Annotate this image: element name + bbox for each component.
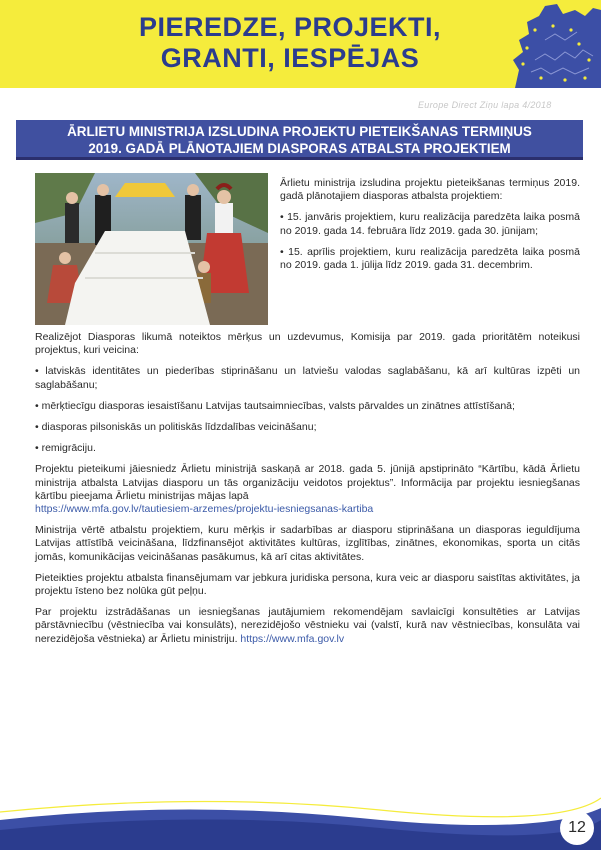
article-body: [35, 331, 580, 654]
body-paragraph-1: Realizējot Diasporas likumā noteiktos mērķus un uzdevumus, Komisija par 2019. gada prioritātēm noteikusi projektus, kuri veicina:: [35, 331, 580, 357]
body-paragraph-5: [35, 606, 580, 646]
article-banner: [16, 120, 583, 160]
priority-item-4: • remigrāciju.: [35, 442, 96, 455]
banner-line2: 2019. GADĀ PLĀNOTAJIEM DIASPORAS ATBALSTA PROJEKTIEM: [88, 141, 511, 156]
intro-deadline-1: • 15. janvāris projektiem, kuru realizācija paredzēta laika posmā no 2019. gada 14. februāra līdz 2019. gada 30. jūnijam;: [280, 211, 580, 237]
folk-dancers-photo: [35, 173, 268, 325]
body-paragraph-3: Ministrija vērtē atbalstu projektiem, kuru mērķis ir sadarbības ar diasporu stiprināšana un diasporas ieguldījuma Latvijas attīstībā veicināšana, līdzfinansējot aktivitātes kultūras, izglītības, zinātnes, ekonomikas, sporta un citās jomās, komunikācijas veicināšanas pasākumus, kā arī citas aktivitātes.: [35, 524, 580, 563]
procedure-link[interactable]: https://www.mfa.gov.lv/tautiesiem-arzemes/projektu-iesniegsanas-kartiba: [35, 503, 374, 516]
body-paragraph-2: [35, 463, 580, 516]
intro-deadline-2: • 15. aprīlis projektiem, kuru realizācija paredzēta laika posmā no 2019. gada 1. jūlija līdz 2019. gada 31. decembrim.: [280, 245, 580, 272]
issue-label: Europe Direct Ziņu lapa 4/2018: [418, 100, 552, 110]
body-paragraph-2-text: Projektu pieteikumi jāiesniedz Ārlietu ministrijā saskaņā ar 2018. gada 5. jūnijā apstiprināto “Kārtību, kādā Ārlietu ministrija atbalsta Latvijas diasporu un tās organizāciju veidotos projektus”. Informācija par projektu iesniegšanas kārtību pieejama Ārlietu ministrijas mājas lapā: [35, 463, 580, 502]
bottom-wave-decoration: [0, 790, 601, 850]
page-title: [80, 12, 500, 74]
page-title-line1: PIEREDZE, PROJEKTI,: [138, 12, 442, 42]
intro-text: [280, 177, 580, 280]
body-paragraph-4: Pieteikties projektu atbalsta finansējumam var jebkura juridiska persona, kura veic ar diasporu saistītas aktivitātes, ja projektu īsteno bez nolūka gūt peļņu.: [35, 571, 580, 598]
body-paragraph-5-text: Par projektu izstrādāšanas un iesniegšanas jautājumiem rekomendējam savlaicīgi konsultēties ar Latvijas pārstāvniecību (vēstniecība vai konsulāts), nerezidējošo vēstnieku vai (valstī, kurā nav vēstniecības, konsulāta vai nerezidējoša vēstnieka) ar Ārlietu ministriju.: [35, 606, 580, 645]
intro-lead: Ārlietu ministrija izsludina projektu pieteikšanas termiņus 2019. gadā plānotajiem diasporas atbalsta projektiem:: [280, 177, 580, 203]
page-number: 12: [568, 819, 586, 836]
priority-item-2: • mērķtiecīgu diasporas iesaistīšanu Latvijas tautsaimniecības, valsts pārvaldes un zinātnes attīstīšanā;: [35, 399, 515, 412]
eu-map-icon: [505, 0, 601, 88]
banner-line1: ĀRLIETU MINISTRIJA IZSLUDINA PROJEKTU PIETEIKŠANAS TERMIŅUS: [67, 124, 532, 139]
priority-item-1: • latviskās identitātes un piederības stiprināšanu un latviešu valodas saglabāšanu, kā arī kultūras izpēti un saglabāšanu;: [35, 365, 580, 391]
page-title-line2: GRANTI, IESPĒJAS: [160, 43, 420, 73]
priority-item-3: • diasporas pilsoniskās un politiskās līdzdalības veicināšanu;: [35, 421, 317, 434]
mfa-link[interactable]: https://www.mfa.gov.lv: [240, 632, 345, 645]
